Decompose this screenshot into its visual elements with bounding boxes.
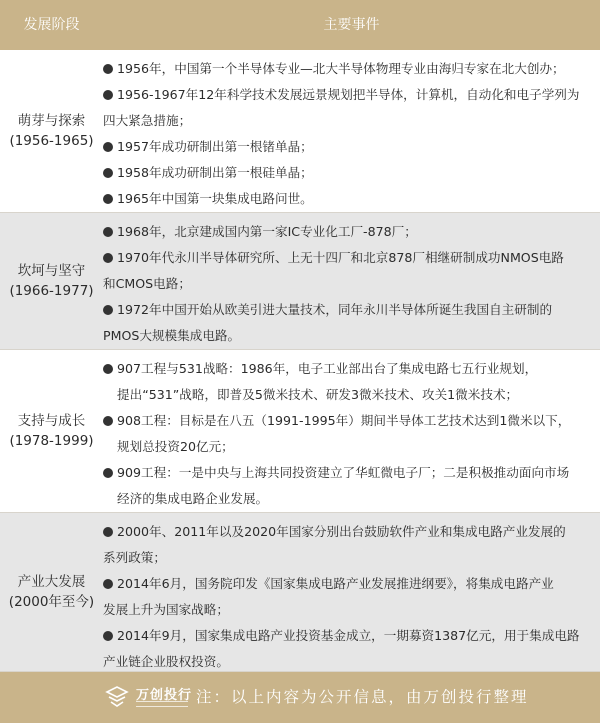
stage-name: 萌芽与探索 bbox=[17, 113, 86, 129]
event-item: 2014年6月，国务院印发《国家集成电路产业发展推进纲要》，将集成电路产业 bbox=[103, 571, 594, 597]
event-item-continued: 规划总投资20亿元； bbox=[117, 439, 234, 454]
wanchuang-logo-icon bbox=[104, 684, 130, 710]
event-item: 1970年代永川半导体研究所、上无十四厂和北京878厂相继研制成功NMOS电路 bbox=[103, 245, 594, 271]
event-item-continued: 和CMOS电路； bbox=[103, 276, 191, 291]
stage-name: 支持与成长 bbox=[17, 413, 86, 429]
stage-row-sprouting bbox=[0, 50, 600, 213]
stage-label bbox=[0, 513, 103, 671]
stage-label bbox=[0, 213, 103, 349]
event-item: 1957年成功研制出第一根锗单晶； bbox=[103, 134, 594, 160]
stage-row-growth bbox=[0, 350, 600, 513]
stage-label bbox=[0, 350, 103, 512]
table-header bbox=[0, 0, 600, 50]
event-item: 1956年，中国第一个半导体专业—北大半导体物理专业由海归专家在北大创办； bbox=[103, 56, 594, 82]
brand-underline bbox=[136, 701, 188, 707]
event-list bbox=[103, 56, 594, 208]
stage-label bbox=[0, 50, 103, 212]
source-note: 注：以上内容为公开信息，由万创投行整理 bbox=[196, 688, 529, 706]
brand-name: 万创投行 bbox=[136, 688, 193, 703]
event-list bbox=[103, 219, 594, 345]
stage-years: (1966-1977) bbox=[9, 283, 94, 299]
event-item: 909工程：一是中央与上海共同投资建立了华虹微电子厂；二是积极推动面向市场 bbox=[103, 460, 594, 486]
header-events: 主要事件 bbox=[323, 17, 380, 33]
event-item-continued: 经济的集成电路企业发展。 bbox=[117, 491, 269, 506]
event-list bbox=[103, 519, 594, 667]
event-item-continued: PMOS大规模集成电路。 bbox=[103, 328, 241, 343]
event-item: 907工程与531战略：1986年，电子工业部出台了集成电路七五行业规划， bbox=[103, 356, 594, 382]
event-item-continued: 提出“531”战略，即普及5微米技术、研发3微米技术、攻关1微米技术； bbox=[117, 387, 519, 402]
stage-years: (1978-1999) bbox=[9, 433, 94, 449]
stage-name: 产业大发展 bbox=[17, 574, 86, 590]
header-stage: 发展阶段 bbox=[23, 17, 80, 33]
event-item: 908工程：目标是在八五（1991-1995年）期间半导体工艺技术达到1微米以下， bbox=[103, 408, 594, 434]
event-item-continued: 四大紧急措施； bbox=[103, 113, 192, 128]
event-item-continued: 发展上升为国家战略； bbox=[103, 602, 229, 617]
stage-row-boom bbox=[0, 513, 600, 672]
event-list bbox=[103, 356, 594, 508]
event-item-continued: 系列政策； bbox=[103, 550, 166, 565]
event-item-continued: 产业链企业股权投资。 bbox=[103, 654, 229, 669]
event-item: 1958年成功研制出第一根硅单晶； bbox=[103, 160, 594, 186]
event-item: 1968年，北京建成国内第一家IC专业化工厂-878厂； bbox=[103, 219, 594, 245]
event-item: 2014年9月，国家集成电路产业投资基金成立，一期募资1387亿元，用于集成电路 bbox=[103, 623, 594, 649]
stage-row-hardship bbox=[0, 213, 600, 350]
event-item: 1972年中国开始从欧美引进大量技术，同年永川半导体所诞生我国自主研制的 bbox=[103, 297, 594, 323]
stage-name: 坎坷与坚守 bbox=[17, 263, 86, 279]
event-item: 1965年中国第一块集成电路问世。 bbox=[103, 186, 594, 212]
footer-bar bbox=[0, 672, 600, 723]
event-item: 1956-1967年12年科学技术发展远景规划把半导体，计算机，自动化和电子学列为 bbox=[103, 82, 594, 108]
event-item: 2000年、2011年以及2020年国家分别出台鼓励软件产业和集成电路产业发展的 bbox=[103, 519, 594, 545]
stage-years: (2000年至今) bbox=[8, 594, 95, 610]
stage-years: (1956-1965) bbox=[9, 133, 94, 149]
